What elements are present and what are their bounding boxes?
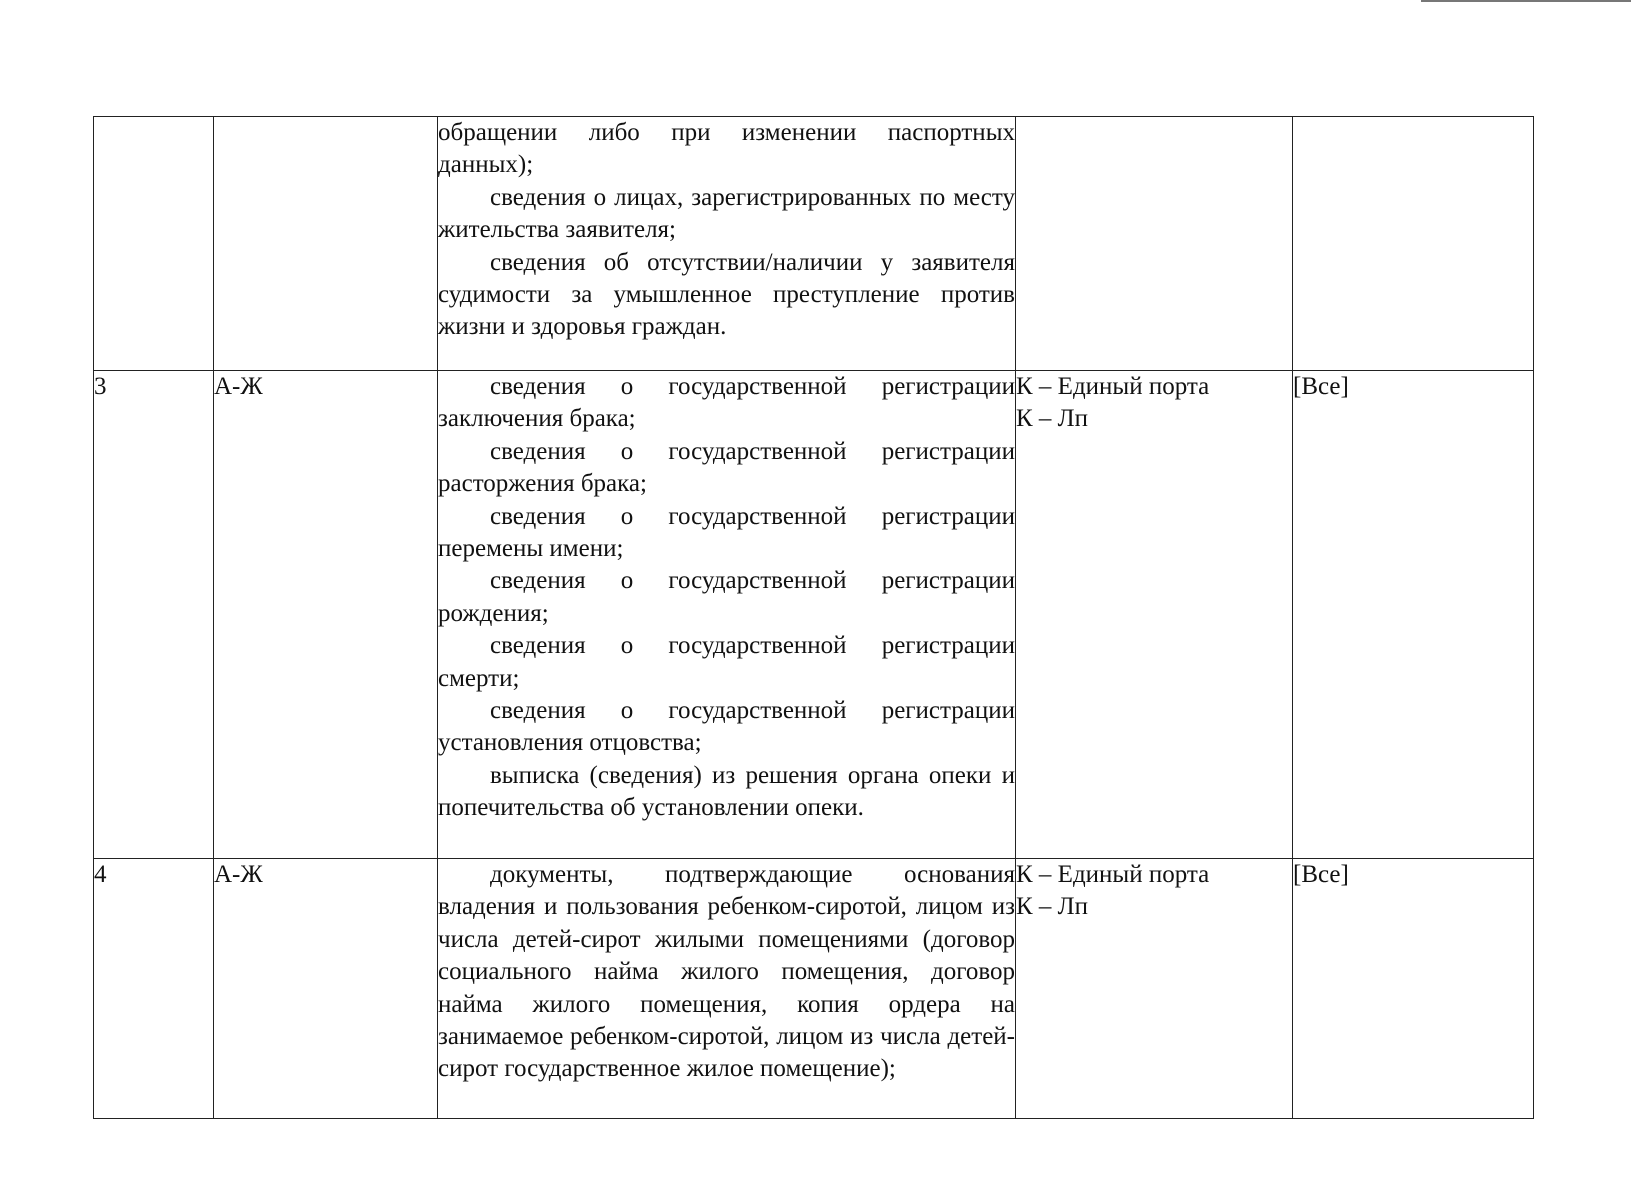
row-channel-cell xyxy=(1016,859,1293,1119)
description-paragraph: выписка (сведения) из решения органа опеки и попечительства об установлении опеки. xyxy=(438,761,1015,822)
scan-edge-mark xyxy=(1421,0,1631,2)
row-number-cell: 4 xyxy=(94,859,214,1119)
description-paragraph: сведения о лицах, зарегистрированных по месту жительства заявителя; xyxy=(438,183,1015,244)
row-number-cell: 3 xyxy=(94,371,214,859)
channel-line: К – Лп xyxy=(1016,893,1089,921)
description-paragraph: сведения о государственной регистрации рождения; xyxy=(438,567,1015,627)
channel-line: К – Единый порта xyxy=(1016,861,1210,888)
description-paragraph: обращении либо при изменении паспортных данных); xyxy=(438,119,1015,179)
description-paragraph: сведения о государственной регистрации заключения брака; xyxy=(438,373,1015,433)
row-channel-cell xyxy=(1016,117,1293,371)
description-paragraph: документы, подтверждающие основания владения и пользования ребенком-сиротой, лицом из числа детей-сирот жилыми помещениями (договор социального найма жилого помещения, договор найма жилого помещения, копия ордера на занимаемое ребенком-сиротой, лицом из числа детей-сирот государственное жилое помещение); xyxy=(438,861,1015,1083)
row-letters-cell: А-Ж xyxy=(214,859,438,1119)
description-paragraph: сведения о государственной регистрации установления отцовства; xyxy=(438,697,1015,757)
row-description-cell xyxy=(438,117,1016,371)
channel-line: К – Единый порта xyxy=(1016,373,1210,400)
row-letters-cell: А-Ж xyxy=(214,371,438,859)
description-paragraph: сведения о государственной регистрации смерти; xyxy=(438,632,1015,692)
table-row xyxy=(94,371,1534,859)
row-letters-cell xyxy=(214,117,438,371)
documents-table xyxy=(93,116,1534,1119)
row-scope-cell xyxy=(1293,117,1534,371)
table-row xyxy=(94,859,1534,1119)
table-row xyxy=(94,117,1534,371)
description-paragraph: сведения о государственной регистрации расторжения брака; xyxy=(438,437,1015,498)
description-paragraph: сведения об отсутствии/наличии у заявителя судимости за умышленное преступление против жизни и здоровья граждан. xyxy=(438,248,1015,341)
row-description-cell xyxy=(438,371,1016,859)
row-scope-cell: [Все] xyxy=(1293,371,1534,859)
row-channel-cell xyxy=(1016,371,1293,859)
row-description-cell xyxy=(438,859,1016,1119)
description-paragraph: сведения о государственной регистрации перемены имени; xyxy=(438,502,1015,563)
row-scope-cell: [Все] xyxy=(1293,859,1534,1119)
row-number-cell xyxy=(94,117,214,371)
channel-line: К – Лп xyxy=(1016,405,1089,433)
